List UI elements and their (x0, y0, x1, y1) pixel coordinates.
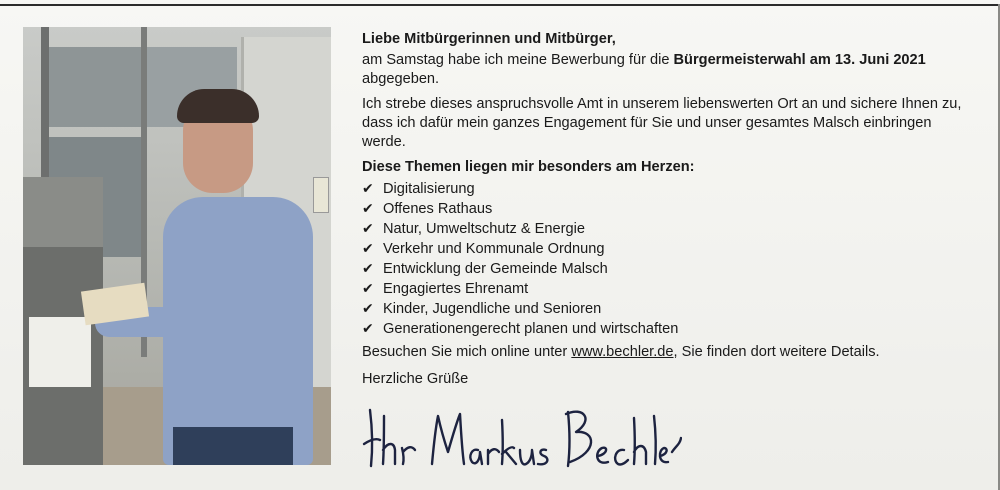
topic-label: Engagiertes Ehrenamt (383, 281, 529, 297)
list-item (362, 299, 972, 319)
letter-paragraph-1 (362, 51, 972, 89)
list-item (362, 199, 972, 219)
checkmark-icon: ✔ (362, 300, 374, 316)
list-item (362, 279, 972, 299)
election-date-highlight: Bürgermeisterwahl am 13. Juni 2021 (673, 52, 926, 68)
topics-list (362, 179, 972, 339)
photo-mailbox-slot (23, 177, 103, 247)
paragraph-text: Besuchen Sie mich online unter (362, 344, 572, 360)
paragraph-text: , Sie finden dort weitere Details. (673, 344, 880, 360)
topic-label: Digitalisierung (383, 181, 475, 197)
topics-heading: Diese Themen liegen mir besonders am Herzen: (362, 159, 695, 175)
topic-label: Entwicklung der Gemeinde Malsch (383, 261, 608, 277)
website-link[interactable]: www.bechler.de (571, 344, 674, 360)
top-divider (0, 4, 1000, 6)
online-line (362, 343, 972, 362)
list-item (362, 219, 972, 239)
closing-line: Herzliche Grüße (362, 371, 469, 387)
list-item (362, 239, 972, 259)
checkmark-icon: ✔ (362, 280, 374, 296)
photo-person-hair (177, 89, 259, 123)
photo-mailbox-label (29, 317, 91, 387)
topic-label: Generationengerecht planen und wirtschaften (383, 321, 679, 337)
checkmark-icon: ✔ (362, 260, 374, 276)
letter-greeting: Liebe Mitbürgerinnen und Mitbürger, (362, 31, 616, 47)
checkmark-icon: ✔ (362, 320, 374, 336)
checkmark-icon: ✔ (362, 220, 374, 236)
topic-label: Natur, Umweltschutz & Energie (383, 221, 585, 237)
photo-door-sign (313, 177, 329, 213)
topic-label: Verkehr und Kommunale Ordnung (383, 241, 605, 257)
letter-body (362, 30, 972, 395)
checkmark-icon: ✔ (362, 240, 374, 256)
topic-label: Kinder, Jugendliche und Senioren (383, 301, 602, 317)
topic-label: Offenes Rathaus (383, 201, 493, 217)
photo-person-jeans (173, 427, 293, 465)
photo-window (49, 47, 141, 127)
list-item (362, 259, 972, 279)
handwritten-signature (362, 398, 682, 478)
paragraph-text: abgegeben. (362, 71, 440, 87)
list-item (362, 319, 972, 339)
checkmark-icon: ✔ (362, 180, 374, 196)
checkmark-icon: ✔ (362, 200, 374, 216)
letter-paragraph-2: Ich strebe dieses anspruchsvolle Amt in unserem liebenswerten Ort an und sichere Ihnen zu, dass ich dafür mein ganzes Engagement für Sie und unser gesamtes Malsch einbringen werde. (362, 96, 962, 150)
paragraph-text: am Samstag habe ich meine Bewerbung für die (362, 52, 674, 68)
list-item (362, 179, 972, 199)
candidate-photo (23, 27, 331, 465)
